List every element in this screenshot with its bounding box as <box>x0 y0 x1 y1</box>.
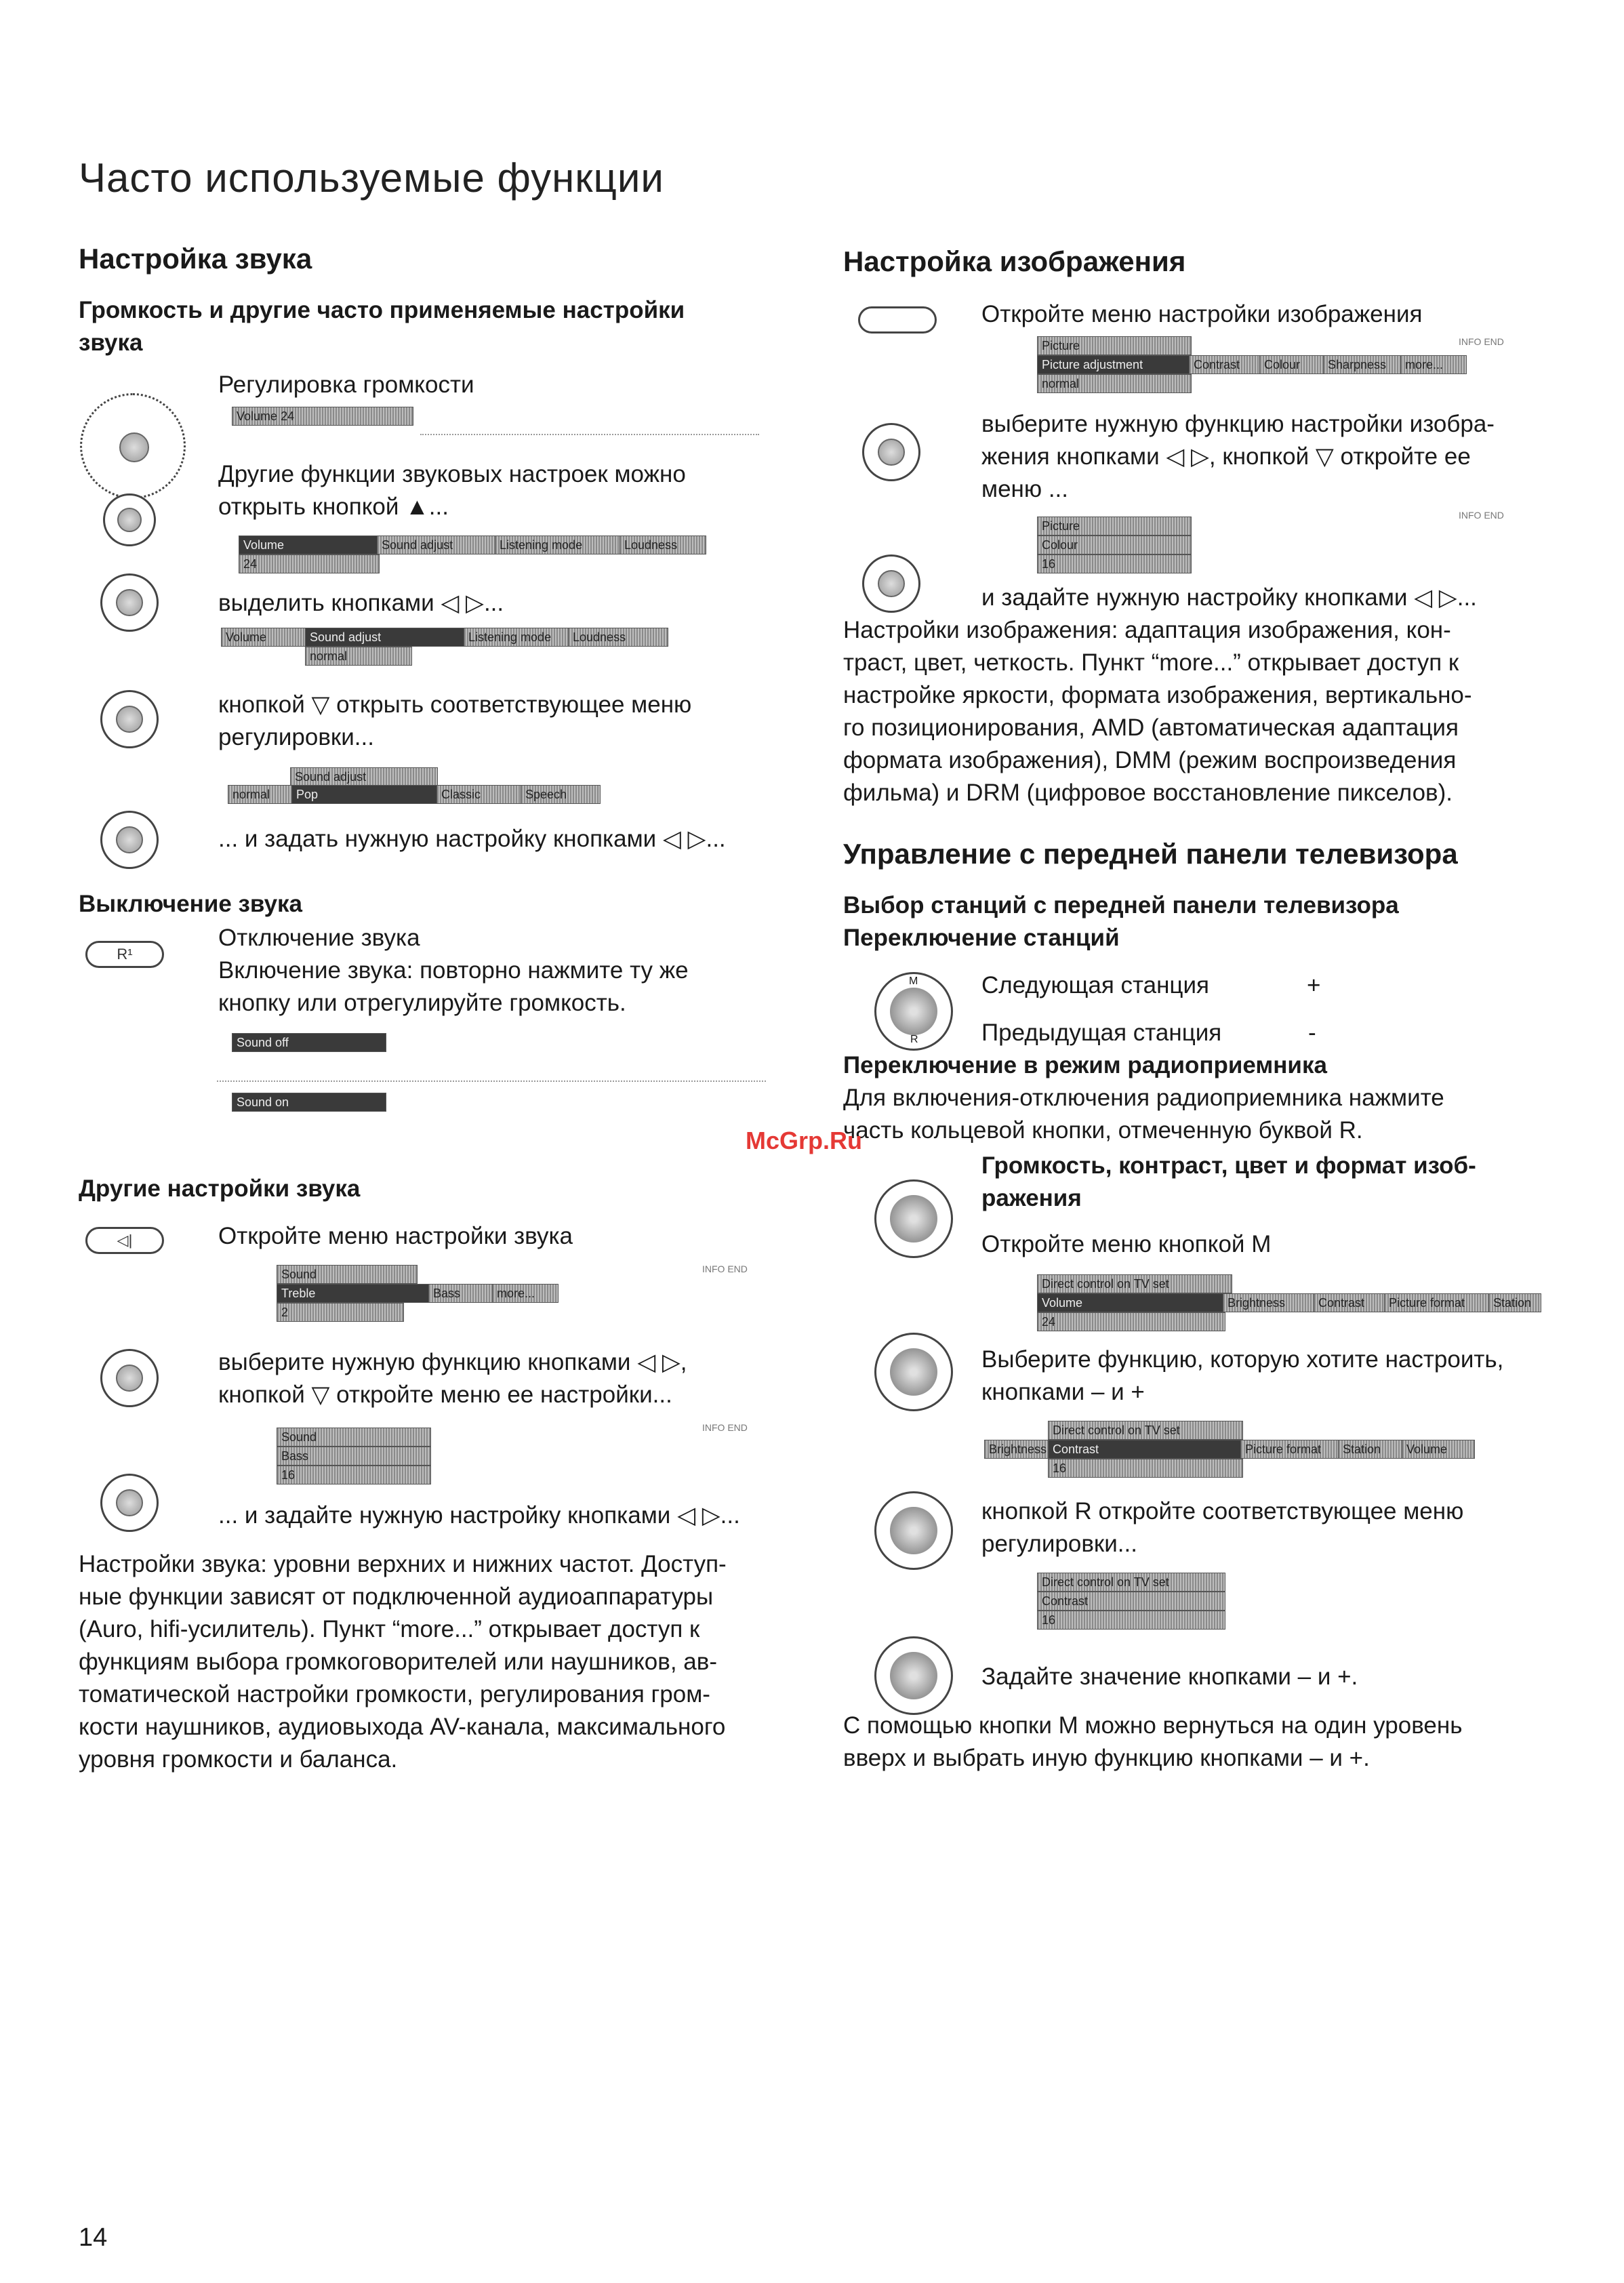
remote-down-icon <box>100 690 159 748</box>
open-adjust-line2: регулировки... <box>218 724 374 750</box>
para-line: томатической настройки громкости, регулирования гром- <box>79 1681 710 1708</box>
osd3-speech-label: Speech <box>525 788 567 801</box>
open-m-text: Откройте меню кнопкой M <box>981 1231 1272 1257</box>
next-station-plus: + <box>1307 972 1321 998</box>
pic-para-line: фильма) и DRM (цифровое восстановление пикселов). <box>843 780 1453 806</box>
vol-contrast-heading <box>981 1150 1551 1215</box>
mute-line3: кнопку или отрегулируйте громкость. <box>218 990 626 1016</box>
front-knob-icon-5 <box>874 1636 953 1715</box>
osd3-speech <box>521 785 601 804</box>
knob-r-label: R <box>910 1034 918 1045</box>
radio-heading: Переключение в режим радиоприемника <box>843 1052 1327 1078</box>
osd6-more-label: more... <box>1405 358 1444 371</box>
osd8-pic-format-label: Picture format <box>1389 1296 1465 1310</box>
osd9-volume <box>1402 1440 1475 1459</box>
osd-info-end-3: INFO END <box>1459 336 1504 347</box>
osd9-contrast <box>1048 1440 1243 1459</box>
osd-sound-adjust-tab <box>377 536 498 554</box>
osd8-station <box>1488 1293 1541 1312</box>
station-heading-line2: Переключение станций <box>843 925 1120 951</box>
osd5-bass-label: Bass <box>281 1449 309 1463</box>
osd-volume-label: Volume <box>237 409 278 423</box>
osd10-contrast-value: 16 <box>1042 1613 1056 1627</box>
watermark: McGrp.Ru <box>746 1127 863 1154</box>
osd10-contrast-label: Contrast <box>1042 1594 1089 1608</box>
osd-volume-bar <box>232 407 413 426</box>
osd-volume-tab-label: Volume <box>243 538 285 552</box>
osd3-sound-adjust-label: Sound adjust <box>295 770 367 784</box>
osd9-contrast-level <box>1048 1459 1243 1478</box>
osd6-contrast-label: Contrast <box>1194 358 1240 371</box>
osd-volume-level <box>239 554 380 573</box>
open-adjust-line1: кнопкой ▽ открыть соответствующее меню <box>218 691 692 718</box>
para-line: (Auro, hifi-усилитель). Пункт “more...” открывает доступ к <box>79 1616 700 1642</box>
osd5-bass-value: 16 <box>281 1468 296 1482</box>
choose-function-text <box>218 1346 781 1411</box>
osd4-more <box>492 1284 559 1303</box>
remote-leftright-icon-3 <box>100 1474 159 1532</box>
osd-sound-adjust-label: Sound adjust <box>382 538 453 552</box>
osd6-colour-label: Colour <box>1264 358 1301 371</box>
prev-station-minus: - <box>1308 1019 1316 1046</box>
osd-divider <box>420 434 759 437</box>
osd4-more-label: more... <box>497 1287 535 1300</box>
choose-func-text <box>981 1343 1551 1409</box>
osd8-volume-label: Volume <box>1042 1296 1083 1310</box>
osd7-picture <box>1037 517 1192 536</box>
osd-loudness-label: Loudness <box>624 538 678 552</box>
volume-heading-line1: Громкость и другие часто применяемые настройки <box>79 297 685 323</box>
osd6-sharpness-label: Sharpness <box>1328 358 1387 371</box>
remote-dpad-icon-2 <box>100 1349 159 1407</box>
osd-volume-level-value: 24 <box>243 557 258 571</box>
remote-up-icon <box>103 493 156 546</box>
osd4-sound <box>277 1265 418 1284</box>
set-text: ... и задать нужную настройку кнопками ◁ ▷... <box>218 826 726 852</box>
front-knob-icon-4 <box>874 1491 953 1570</box>
choose-line1: выберите нужную функцию кнопками ◁ ▷, <box>218 1349 687 1375</box>
knob-m-label: M <box>909 975 918 987</box>
next-station-text: Следующая станция <box>981 972 1209 998</box>
front-knob-icon-2 <box>874 1179 953 1258</box>
osd2-listening-label: Listening mode <box>468 630 552 644</box>
vol-contrast-heading-line1: Громкость, контраст, цвет и формат изоб- <box>981 1152 1476 1179</box>
volume-heading <box>79 294 770 359</box>
osd7-colour-value: 16 <box>1042 557 1056 571</box>
choose-line2: кнопкой ▽ откройте меню ее настройки... <box>218 1381 672 1408</box>
pic-choose-line2: жения кнопками ◁ ▷, кнопкой ▽ откройте ее <box>981 443 1471 470</box>
osd10-contrast <box>1037 1592 1225 1611</box>
osd8-contrast-label: Contrast <box>1318 1296 1365 1310</box>
osd-sound-on <box>232 1093 386 1112</box>
radio-line1: Для включения-отключения радиоприемника нажмите <box>843 1085 1444 1111</box>
osd8-direct-label: Direct control on TV set <box>1042 1277 1169 1291</box>
osd6-picture-adj-label: Picture adjustment <box>1042 358 1143 371</box>
osd3-normal <box>228 785 294 804</box>
osd8-volume <box>1037 1293 1225 1312</box>
mute-line2: Включение звука: повторно нажмите ту же <box>218 957 689 984</box>
pic-para-line: го позиционирования, AMD (автоматическая адаптация <box>843 714 1459 741</box>
pic-choose-line3: меню ... <box>981 476 1069 502</box>
osd5-bass-level <box>277 1466 431 1484</box>
osd3-pop-label: Pop <box>296 788 319 801</box>
osd9-contrast-value: 16 <box>1053 1461 1067 1475</box>
osd4-treble-value: 2 <box>281 1306 289 1319</box>
sound-settings-paragraph <box>79 1548 770 1776</box>
osd5-sound <box>277 1428 431 1447</box>
osd2-volume-label: Volume <box>226 630 267 644</box>
open-picture-text: Откройте меню настройки изображения <box>981 301 1423 327</box>
osd6-normal <box>1037 374 1192 393</box>
osd3-pop <box>291 785 439 804</box>
remote-dpad-icon <box>80 393 186 499</box>
set-value-text: Задайте значение кнопками – и +. <box>981 1663 1358 1690</box>
other-settings-heading: Другие настройки звука <box>79 1175 361 1202</box>
osd-sound-off-label: Sound off <box>237 1036 289 1049</box>
osd8-contrast <box>1314 1293 1387 1312</box>
para-line: функциям выбора громкоговорителей или наушников, ав- <box>79 1649 718 1675</box>
front-knob-icon-3 <box>874 1333 953 1411</box>
osd-info-end: INFO END <box>702 1264 748 1274</box>
osd6-more <box>1400 355 1467 374</box>
osd6-picture-adj <box>1037 355 1192 374</box>
radio-line2: часть кольцевой кнопки, отмеченную буквой R. <box>843 1117 1363 1144</box>
osd9-pic-format <box>1240 1440 1341 1459</box>
picture-paragraph <box>843 614 1548 809</box>
choose-func-line2: кнопками – и + <box>981 1379 1145 1405</box>
final-line2: вверх и выбрать иную функцию кнопками – и +. <box>843 1745 1370 1771</box>
pic-para-line: настройке яркости, формата изображения, вертикально- <box>843 682 1472 708</box>
osd9-direct <box>1048 1421 1243 1440</box>
osd-volume-tab <box>239 536 380 554</box>
other-functions-line1: Другие функции звуковых настроек можно <box>218 461 686 487</box>
osd8-brightness-label: Brightness <box>1227 1296 1286 1310</box>
osd2-volume-tab <box>221 628 308 647</box>
osd-info-end-4: INFO END <box>1459 510 1504 521</box>
osd-listening-label: Listening mode <box>500 538 583 552</box>
mute-button-icon: R¹ <box>85 941 164 968</box>
osd10-contrast-level <box>1037 1611 1225 1630</box>
osd2-sound-adjust-tab <box>305 628 466 647</box>
osd6-colour <box>1259 355 1326 374</box>
osd7-colour-level <box>1037 554 1192 573</box>
osd10-direct-label: Direct control on TV set <box>1042 1575 1169 1589</box>
osd4-bass <box>428 1284 495 1303</box>
osd9-contrast-label: Contrast <box>1053 1442 1099 1456</box>
osd9-station <box>1338 1440 1404 1459</box>
para-line: Настройки звука: уровни верхних и нижних частот. Доступ- <box>79 1551 727 1577</box>
osd9-station-label: Station <box>1343 1442 1381 1456</box>
mute-heading: Выключение звука <box>79 891 303 917</box>
mute-line1: Отключение звука <box>218 925 420 951</box>
osd5-bass <box>277 1447 431 1466</box>
osd8-volume-value: 24 <box>1042 1315 1056 1329</box>
osd7-picture-label: Picture <box>1042 519 1080 533</box>
osd6-contrast <box>1189 355 1262 374</box>
osd2-normal <box>305 647 412 666</box>
osd9-pic-format-label: Picture format <box>1245 1442 1322 1456</box>
osd-sound-off <box>232 1033 386 1052</box>
osd3-normal-label: normal <box>232 788 270 801</box>
sound-button-icon: ◁| <box>85 1227 164 1254</box>
picture-set-text: и задайте нужную настройку кнопками ◁ ▷... <box>981 584 1477 611</box>
pic-para-line: Настройки изображения: адаптация изображения, кон- <box>843 617 1451 643</box>
picture-heading: Настройка изображения <box>843 245 1186 277</box>
open-r-text <box>981 1495 1551 1560</box>
remote-leftright-icon-4 <box>862 554 920 613</box>
osd6-sharpness <box>1323 355 1403 374</box>
osd7-colour <box>1037 536 1192 554</box>
osd9-brightness <box>984 1440 1051 1459</box>
osd7-colour-label: Colour <box>1042 538 1078 552</box>
final-text <box>843 1710 1548 1775</box>
front-knob-icon <box>874 972 953 1051</box>
osd2-loudness-tab <box>568 628 668 647</box>
set-text-2: ... и задайте нужную настройку кнопками ◁ ▷... <box>218 1502 740 1529</box>
osd4-sound-label: Sound <box>281 1268 317 1281</box>
page-number: 14 <box>79 2223 108 2252</box>
select-text: выделить кнопками ◁ ▷... <box>218 590 504 616</box>
front-panel-heading: Управление с передней панели телевизора <box>843 838 1458 870</box>
other-functions-line2: открыть кнопкой ▲... <box>218 493 449 520</box>
open-r-line1: кнопкой R откройте соответствующее меню <box>981 1498 1464 1524</box>
osd2-listening-tab <box>464 628 571 647</box>
pic-choose-line1: выберите нужную функцию настройки изобра- <box>981 411 1495 437</box>
osd9-direct-label: Direct control on TV set <box>1053 1423 1180 1437</box>
remote-leftright-icon-2 <box>100 811 159 869</box>
osd6-picture-label: Picture <box>1042 339 1080 352</box>
osd9-volume-label: Volume <box>1406 1442 1448 1456</box>
osd4-treble-level <box>277 1303 404 1322</box>
picture-choose-text <box>981 408 1551 506</box>
osd8-brightness <box>1223 1293 1316 1312</box>
page-title: Часто используемые функции <box>79 155 664 201</box>
osd-volume-value: 24 <box>281 409 295 423</box>
station-heading-line1: Выбор станций с передней панели телевизора <box>843 892 1399 918</box>
osd8-direct <box>1037 1274 1232 1293</box>
other-functions-text <box>218 458 781 523</box>
osd-sound-on-label: Sound on <box>237 1095 289 1109</box>
osd9-brightness-label: Brightness <box>989 1442 1047 1456</box>
para-line: ные функции зависят от подключенной аудиоаппаратуры <box>79 1583 714 1610</box>
vol-contrast-heading-line2: ражения <box>981 1185 1082 1211</box>
osd-loudness-tab <box>620 536 706 554</box>
picture-button-icon <box>858 306 937 334</box>
osd3-classic-label: Classic <box>441 788 481 801</box>
radio-text <box>843 1082 1548 1147</box>
sound-heading: Настройка звука <box>79 243 312 275</box>
osd8-station-label: Station <box>1493 1296 1532 1310</box>
volume-regulation-text: Регулировка громкости <box>218 371 474 398</box>
osd4-bass-label: Bass <box>433 1287 461 1300</box>
station-heading <box>843 889 1548 954</box>
mute-text <box>218 922 781 1019</box>
osd4-treble-label: Treble <box>281 1287 316 1300</box>
open-adjust-text <box>218 689 781 754</box>
osd-divider-2 <box>217 1080 766 1083</box>
osd6-picture <box>1037 336 1192 355</box>
osd6-normal-label: normal <box>1042 377 1080 390</box>
osd2-sound-adjust-label: Sound adjust <box>310 630 382 644</box>
osd8-volume-level <box>1037 1312 1225 1331</box>
osd2-normal-label: normal <box>310 649 348 663</box>
open-sound-menu-text: Откройте меню настройки звука <box>218 1223 573 1249</box>
para-line: кости наушников, аудиовыхода AV-канала, максимального <box>79 1714 726 1740</box>
choose-func-line1: Выберите функцию, которую хотите настроить, <box>981 1346 1504 1373</box>
osd10-direct <box>1037 1573 1225 1592</box>
open-r-line2: регулировки... <box>981 1531 1137 1557</box>
osd4-treble <box>277 1284 431 1303</box>
osd-info-end-2: INFO END <box>702 1422 748 1433</box>
final-line1: С помощью кнопки M можно вернуться на один уровень <box>843 1712 1463 1739</box>
remote-leftright-icon <box>100 573 159 632</box>
osd-listening-tab <box>495 536 622 554</box>
pic-para-line: траст, цвет, четкость. Пункт “more...” открывает доступ к <box>843 649 1459 676</box>
osd3-sound-adjust <box>290 767 438 786</box>
prev-station-text: Предыдущая станция <box>981 1019 1222 1046</box>
remote-dpad-icon-3 <box>862 423 920 481</box>
pic-para-line: формата изображения), DMM (режим воспроизведения <box>843 747 1457 773</box>
volume-heading-line2: звука <box>79 329 143 356</box>
osd2-loudness-label: Loudness <box>573 630 626 644</box>
osd5-sound-label: Sound <box>281 1430 317 1444</box>
osd8-pic-format <box>1384 1293 1491 1312</box>
osd3-classic <box>437 785 523 804</box>
para-line: уровня громкости и баланса. <box>79 1746 398 1773</box>
